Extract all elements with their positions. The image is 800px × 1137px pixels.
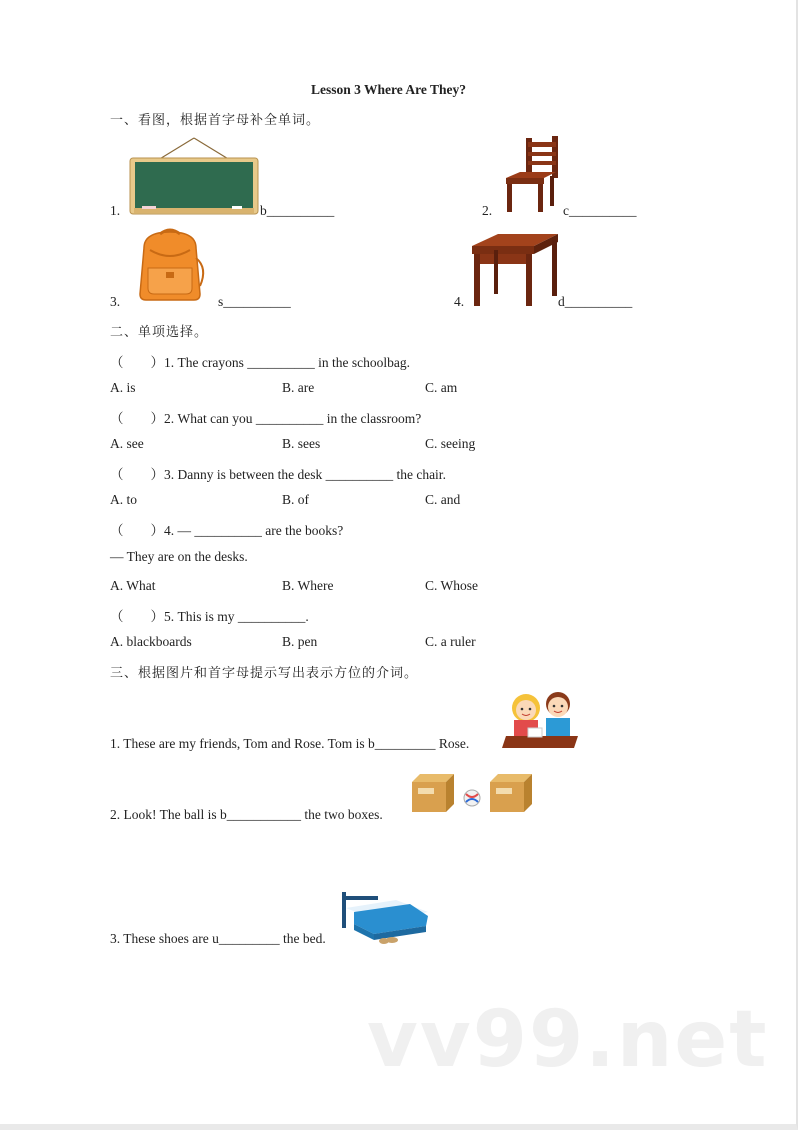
- watermark: vv99.net: [367, 995, 769, 1085]
- s1-item3-number: 3.: [110, 294, 121, 309]
- section3-heading: 三、根据图片和首字母提示写出表示方位的介词。: [110, 666, 419, 681]
- q2-option-a: A. see: [110, 436, 144, 451]
- s1-item2-answer: c__________: [563, 203, 637, 218]
- q1-option-a: A. is: [110, 380, 136, 395]
- chalkboard-illustration: [128, 136, 260, 216]
- q5-stem: （ ）5. This is my __________.: [110, 609, 309, 624]
- chair-illustration: [500, 134, 562, 216]
- q4-option-a: A. What: [110, 578, 156, 593]
- q4-option-b: B. Where: [282, 578, 334, 593]
- desk-illustration: [470, 232, 562, 308]
- q2-option-b: B. sees: [282, 436, 321, 451]
- q5-option-a: A. blackboards: [110, 634, 192, 649]
- s3-item3: 3. These shoes are u_________ the bed.: [110, 931, 326, 946]
- boxes-ball-illustration: [410, 770, 534, 816]
- q5-option-b: B. pen: [282, 634, 318, 649]
- schoolbag-illustration: [130, 228, 210, 304]
- section2-heading: 二、单项选择。: [110, 325, 209, 340]
- q1-option-c: C. am: [425, 380, 458, 395]
- q5-option-c: C. a ruler: [425, 634, 476, 649]
- section1-heading: 一、看图，根据首字母补全单词。: [110, 113, 321, 128]
- q1-option-b: B. are: [282, 380, 315, 395]
- q4-option-c: C. Whose: [425, 578, 478, 593]
- q1-stem: （ ）1. The crayons __________ in the schoolbag.: [110, 355, 410, 370]
- children-illustration: [502, 688, 580, 750]
- s3-item1: 1. These are my friends, Tom and Rose. Tom is b_________ Rose.: [110, 736, 470, 751]
- s1-item2-number: 2.: [482, 203, 493, 218]
- q4-answer-line: — They are on the desks.: [110, 549, 248, 564]
- q3-option-b: B. of: [282, 492, 309, 507]
- q2-option-c: C. seeing: [425, 436, 476, 451]
- q3-option-c: C. and: [425, 492, 461, 507]
- s1-item1-number: 1.: [110, 203, 121, 218]
- s3-item2: 2. Look! The ball is b___________ the two boxes.: [110, 807, 383, 822]
- q3-option-a: A. to: [110, 492, 137, 507]
- bed-illustration: [340, 890, 430, 946]
- s1-item4-answer: d__________: [558, 294, 633, 309]
- q2-stem: （ ）2. What can you __________ in the classroom?: [110, 411, 422, 426]
- page-title: Lesson 3 Where Are They?: [311, 82, 467, 97]
- q3-stem: （ ）3. Danny is between the desk __________ the chair.: [110, 467, 446, 482]
- s1-item1-answer: b__________: [260, 203, 335, 218]
- s1-item3-answer: s__________: [218, 294, 291, 309]
- q4-stem: （ ）4. — __________ are the books?: [110, 523, 344, 538]
- s1-item4-number: 4.: [454, 294, 465, 309]
